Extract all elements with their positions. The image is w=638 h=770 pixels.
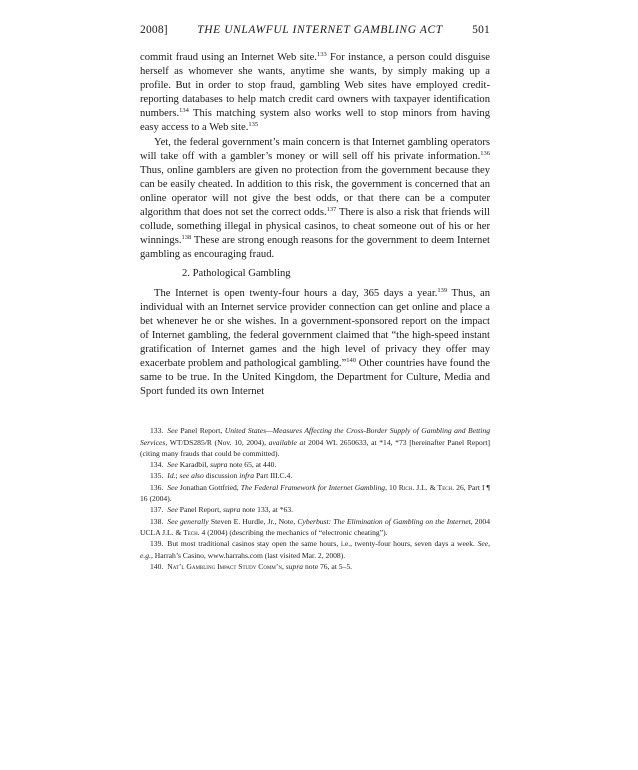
article-body <box>140 51 490 399</box>
header-page-number: 501 <box>472 24 490 36</box>
footnote-137: 137. See Panel Report, supra note 133, at *63. <box>150 505 294 515</box>
paragraph-3: The Internet is open twenty-four hours a day, 365 days a year.$^{139}$ Thus, an individual with an Internet service provider connection can get online and place a bet whenever he or she wishes. In a government-sponsored report on the impact of Internet gambling, the federal government claimed that “the high-speed instant gratification of Internet games and the high level of privacy they offer may exacerbate problem and pathological gambling.”$^{140}$ Other countries have found the same to be true. In the United Kingdom, the Department for Culture, Media and Sport funded its own Internet <box>140 286 491 398</box>
header-year: 2008] <box>140 24 168 36</box>
footnote-136: 136. See Jonathan Gottfried, The Federal Framework for Internet Gambling, 10 Rich. J.L. & Tech. 26, Part I ¶ 16 (2004). <box>140 482 490 504</box>
paragraph-1: commit fraud using an Internet Web site.$^{133}$ For instance, a person could disguise herself as whomever she wants, anytime she wants, by simply making up a profile. But in order to stop fraud, gambling Web sites have employed credit-reporting databases to help match credit card owners with taxpayer identification numbers.$^{134}$ This matching system also works well to stop minors from having easy access to a Web site.$^{135}$ <box>140 51 490 134</box>
header-title: THE UNLAWFUL INTERNET GAMBLING ACT <box>197 24 443 36</box>
footnote-ref-135[interactable]: 135 <box>248 121 259 129</box>
footnote-135: 135. Id.; see also discussion infra Part III.C.4. <box>150 471 293 481</box>
section-heading: 2. Pathological Gambling <box>182 268 291 280</box>
paragraph-2: Yet, the federal government’s main concern is that Internet gambling operators will take off with a gambler’s money or will sell off his private information.$^{136}$ Thus, online gamblers are given no protection from the government because they can be easily cheated. In addition to this risk, the government is concerned that an online operator will not give the best odds, or that there can be a computer algorithm that does not set the correct odds.$^{137}$ There is also a risk that friends will collude, something illegal in physical casinos, to cheat someone out of his or her winnings.$^{138}$ These are strong enough reasons for the government to deem Internet gambling as encouraging fraud. <box>140 136 490 261</box>
footnote-ref-137[interactable]: 137 <box>326 206 337 214</box>
footnote-139: 139. But most traditional casinos stay open the same hours, i.e., twenty-four hours, seven days a week. See, e.g., Harrah’s Casino, www.harrahs.com (last visited Mar. 2, 2008). <box>140 539 490 560</box>
footnote-138: 138. See generally Steven E. Hurdle, Jr., Note, Cyberbust: The Elimination of Gambling on the Internet, 2004 UCLA J.L. & Tech. 4 (2004) (describing the mechanics of “electronic cheating”). <box>140 516 490 537</box>
footnotes <box>140 425 490 572</box>
footnote-ref-133[interactable]: 133 <box>316 51 327 58</box>
footnote-133: 133. See Panel Report, United States—Measures Affecting the Cross-Border Supply of Gambling and Betting Services, WT/DS285/R (Nov. 10, 2004), available at 2004 WL 2650633, at *14, *73 [hereinafter Panel Report] (citing many frauds that could be committed). <box>140 426 491 458</box>
footnote-ref-134[interactable]: 134 <box>179 107 189 115</box>
footnote-ref-138[interactable]: 138 <box>181 234 192 242</box>
footnote-140: 140. Nat’l Gambling Impact Study Comm’n, supra note 76, at 5–5. <box>150 561 353 571</box>
footnote-ref-140[interactable]: 140 <box>346 356 357 364</box>
footnote-ref-136[interactable]: 136 <box>480 149 490 157</box>
footnote-divider <box>140 415 490 425</box>
footnote-134: 134. See Karadbil, supra note 65, at 440. <box>150 460 277 470</box>
running-header <box>140 24 490 40</box>
journal-page <box>140 24 490 572</box>
footnote-ref-139[interactable]: 139 <box>437 286 448 294</box>
